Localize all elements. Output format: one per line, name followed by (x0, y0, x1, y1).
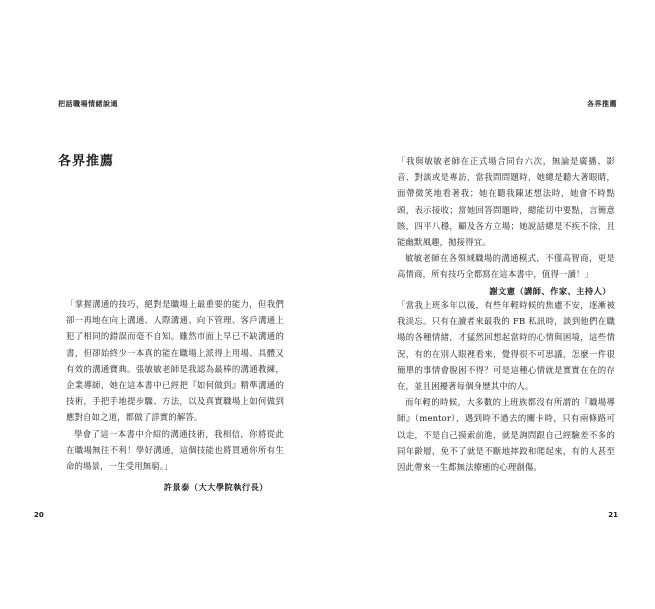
section-title: 各界推薦 (58, 154, 115, 169)
page-number-left: 20 (34, 511, 44, 519)
endorsement-quote-1 (66, 296, 284, 495)
left-page (0, 0, 327, 609)
quote-paragraph: 「我與敏敏老師在正式場合同台六次，無論是廣播、影音、對談或是專訪，當我問問題時，她總是聽大著眼睛，面帶微笑地看著我；她在聽我陳述想法時，她會不時點頭，表示接收；當她回答問題時，總能切中要點，言簡意賅，四平八穩，顧及各方立場；她說話總是不疾不徐，且能幽默風趣，拋接得宜。 (397, 156, 615, 248)
quote-paragraph: 敏敏老師在各領域職場的溝通模式，不僅高智商，更是高情商，所有技巧全都寫在這本書中，值得一讀！」 (397, 253, 615, 280)
quote-signature: 許景泰（大大學院執行長） (163, 482, 268, 493)
endorsement-quote-3 (397, 297, 615, 475)
running-head-left: 把話職場情緒說通 (58, 100, 118, 108)
page-number-right: 21 (608, 511, 618, 519)
quote-paragraph: 學會了這一本書中介紹的溝通技術，我相信，你將從此在職場無往不利！學好溝通，這個技能也將買通你所有生命的場景，一生受用無窮。」 (66, 428, 284, 472)
running-head-right: 各界推薦 (587, 100, 617, 108)
quote-paragraph: 「當我上班多年以後，有些年輕時候的焦慮不安，逐漸被我淡忘。只有在讀者來最我的 FB 私訊時，談到他們在職場的各種情緒，才猛然回想起當時的心情與困境，這些情況，有的在別人眼裡看來，覺得很不可思議，怎麼一件很簡單的事情會脫困不得？可是這種心情就是實實在在的存在，並且困擾著每個身歷其中的人。 (397, 300, 615, 392)
quote-paragraph: 而年輕的時候，大多數的上班族都沒有所謂的『職場導師』（mentor），遇到時不過去的關卡時，只有兩條路可以走，不是自己摸索前進，就是詢問跟自己經驗差不多的同年齡層，免不了就是不斷地摔跤和爬起來，有的人甚至因此帶來一生都無法療癒的心理創傷。 (397, 397, 615, 473)
quote-paragraph: 「掌握溝通的技巧，絕對是職場上最重要的能力，但我們卻一再地在向上溝通、人際溝通、向下管理、客戶溝通上犯了相同的錯誤而毫不自知。雖然市面上早已不缺溝通的書，但卻始終少一本真的能在職場上派得上用場、具體又有效的溝通寶典。張敏敏老師是我認為最棒的溝通教練，企業導師，她在這本書中已經把『如何做到』精準溝通的技術，手把手地提步驟、方法，以及真實職場上如何做到應對自如之道，都做了詳實的解答。 (66, 299, 284, 423)
endorsement-quote-2 (397, 153, 615, 299)
quote-signature: 謝文憲（講師、作家、主持人） (489, 285, 611, 296)
